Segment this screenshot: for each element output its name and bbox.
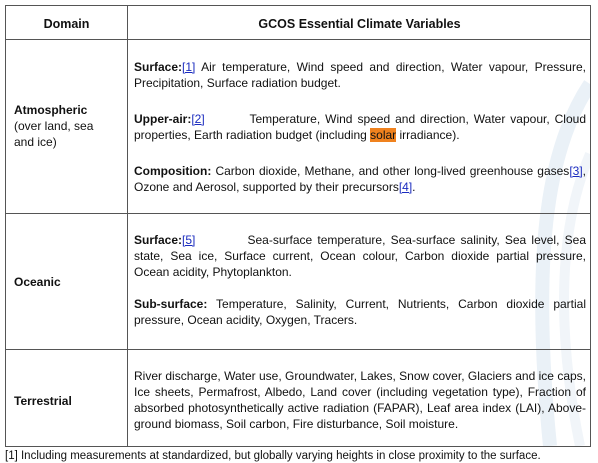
ref-link-1[interactable]: [1]	[182, 60, 196, 74]
header-divider	[6, 39, 590, 40]
domain-atmospheric-sub: (over land, sea and ice)	[14, 119, 94, 149]
atmos-surface-entry	[134, 59, 586, 91]
ocean-subsurface-entry	[134, 296, 586, 328]
ref-link-5[interactable]: [5]	[182, 233, 196, 247]
ocean-subsurface-text: Temperature, Salinity, Current, Nutrients, Carbon dioxide partial pressure, Ocean acidity, Oxygen, Tracers.	[134, 297, 586, 327]
atmos-composition-text-b: , Ozone and Aerosol, supported by their precursors	[134, 164, 586, 194]
atmos-composition-text-c: .	[412, 180, 416, 194]
row-divider-atmospheric	[6, 213, 590, 214]
ocean-surface-label: Surface:	[134, 233, 183, 247]
row-divider-oceanic	[6, 349, 590, 350]
atmos-surface-text: Air temperature, Wind speed and direction, Water vapour, Pressure, Precipitation, Surface radiation budget.	[134, 60, 586, 90]
terrestrial-entry: River discharge, Water use, Groundwater, Lakes, Snow cover, Glaciers and ice caps, Ice sheets, Permafrost, Albedo, Land cover (including vegetation type), Fraction of absorbed photosynthetically active radiation (FAPAR), Leaf area index (LAI), Above-ground biomass, Soil carbon, Fire disturbance, Soil moisture.	[134, 369, 586, 431]
ocean-surface-text: Sea-surface temperature, Sea-surface salinity, Sea level, Sea state, Sea ice, Surface current, Ocean colour, Carbon dioxide partial pressure, Ocean acidity, Phytoplankton.	[134, 233, 586, 279]
ocean-surface-entry	[134, 232, 586, 280]
ref-link-4[interactable]: [4]	[398, 180, 413, 194]
atmos-upper-text-a: Temperature, Wind speed and direction, Water vapour, Cloud properties, Earth radiation budget (including	[134, 112, 586, 142]
atmos-upper-text-b: irradiance).	[396, 128, 460, 142]
header-domain: Domain	[43, 17, 90, 31]
atmos-composition-entry	[134, 163, 586, 195]
domain-atmospheric-name: Atmospheric	[14, 103, 88, 117]
domain-atmospheric	[14, 102, 114, 150]
column-divider	[127, 6, 128, 446]
ecv-table	[5, 5, 591, 447]
domain-terrestrial	[14, 393, 72, 409]
ref-link-3[interactable]: [3]	[569, 164, 583, 178]
highlighted-word: solar	[370, 128, 397, 142]
ref-link-2[interactable]: [2]	[191, 112, 205, 126]
atmos-surface-label: Surface:	[134, 60, 183, 74]
atmos-upper-label: Upper-air:	[134, 112, 192, 126]
atmos-upper-entry	[134, 111, 586, 143]
domain-oceanic-name: Oceanic	[14, 275, 61, 289]
domain-oceanic	[14, 274, 61, 290]
atmos-composition-text-a: Carbon dioxide, Methane, and other long-lived greenhouse gases	[211, 164, 570, 178]
header-gcos: GCOS Essential Climate Variables	[258, 17, 461, 31]
footnote: [1] Including measurements at standardized, but globally varying heights in close proximity to the surface.	[5, 450, 541, 462]
ocean-subsurface-label: Sub-surface:	[134, 297, 208, 311]
domain-terrestrial-name: Terrestrial	[14, 394, 72, 408]
atmos-composition-label: Composition:	[134, 164, 212, 178]
